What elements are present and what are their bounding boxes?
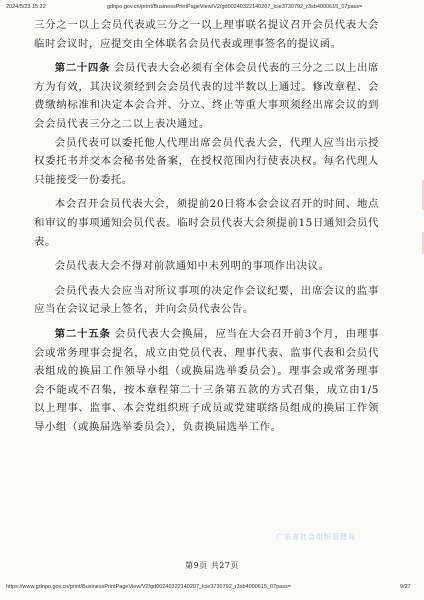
- print-datetime: 2024/5/23 15:22: [6, 4, 46, 10]
- article-25: 第二十五条 会员代表大会换届，应当在大会召开前3个月，由理事会或常务理事会提名，成立由党员代表、理事代表、监事代表和会员代表组成的换届工作领导小组（或换届选举委员会）。理事会或常务理事会不能或不召集，按本章程第二十三条第五款的方式召集，成立由1/5以上理事、监事、本会党组织班子成员或党建联络员组成的换届工作领导小组（或换届选举委员会），负责换届选举工作。: [34, 327, 379, 433]
- page-number: 第9页 共27页: [185, 561, 239, 570]
- watermark-stamp: 广东省社会组织管理局: [276, 533, 356, 541]
- edge-mark: [416, 232, 424, 254]
- paragraph: 会员代表大会应当对所议事项的决定作会议纪要，出席会议的监事应当在会议记录上签名，并向会员代表公告。: [34, 284, 379, 316]
- paragraph: 会员代表大会不得对前款通知中未列明的事项作出决议。: [54, 260, 330, 273]
- paragraph: 会员代表可以委托他人代理出席会员代表大会，代理人应当出示授权委托书并交本会秘书处备案，在授权范围内行使表决权。每名代理人只能接受一份委托。: [34, 136, 379, 186]
- article-24: 第二十四条 会员代表大会必须有全体会员代表的三分之二以上出席方为有效，其决议须经到会会员代表的过半数以上通过。修改章程、会费缴纳标准和决定本会合并、分立、终止等重大事项须经出席会议的到会会员代表三分之二以上表决通过。: [34, 62, 380, 130]
- print-footer-url: https://www.gdnpo.gov.cn/print/BusinessPrintPageView/V2/gd00240322140207_lcie3730792_r3sb4000615_07pass=: [6, 584, 291, 590]
- article-number: 第二十五条: [54, 327, 111, 340]
- edge-mark: [416, 180, 424, 210]
- document-body: [34, 16, 379, 436]
- print-header-url: gdnpo.gov.cn/print/BusinessPrintPageView/V2/gd00240322140207_lcie3730792_r3sb4000615_07pass=: [107, 4, 363, 10]
- print-footer-page: 9/27: [400, 584, 411, 590]
- paragraph: 三分之一以上会员代表或三分之一以上理事联名提议召开会员代表大会临时会议时，应提交由全体联名会员代表或理事签名的提议函。: [34, 19, 379, 50]
- paragraph: 本会召开会员代表大会，须提前20日将本会会议召开的时间、地点和审议的事项通知会员代表。临时会员代表大会须提前15日通知会员代表。: [34, 198, 379, 248]
- article-number: 第二十四条: [54, 62, 111, 75]
